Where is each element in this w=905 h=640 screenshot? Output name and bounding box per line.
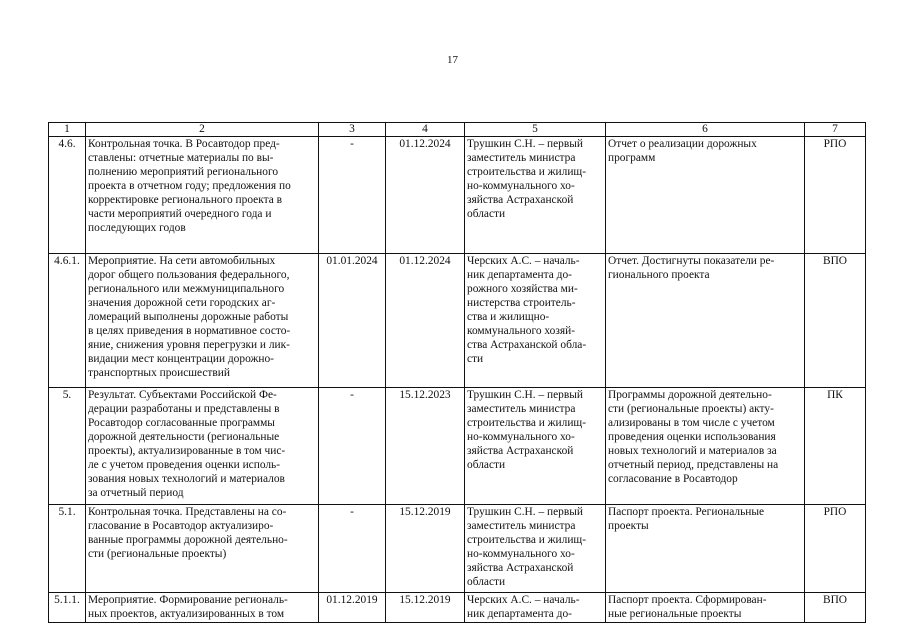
row-end-date: 15.12.2023 [386, 388, 465, 505]
row-end-date: 01.12.2024 [386, 254, 465, 388]
row-responsible: Черских А.С. – началь- ник департамента до- [465, 593, 606, 623]
table-row [49, 254, 866, 388]
column-header: 3 [319, 123, 386, 137]
row-number: 4.6. [49, 137, 86, 254]
row-description: Результат. Субъектами Российской Фе- дерации разработаны и представлены в Росавтодор согласованные программы дорожной деятельности (региональные проекты), актуализированные в том чис- ле с учетом проведения оценки исполь- зования новых технологий и материалов за отчетный период [86, 388, 319, 505]
table-row [49, 388, 866, 505]
row-start-date: 01.01.2024 [319, 254, 386, 388]
row-level: ПК [805, 388, 866, 505]
row-description: Мероприятие. На сети автомобильных дорог общего пользования федерального, регионального или межмуниципального значения дорожной сети городских аг- ломераций выполнены дорожные работы в целях приведения в нормативное состо- яние, снижения уровня перегрузки и лик- видации мест концентрации дорожно- транспортных происшествий [86, 254, 319, 388]
row-result: Отчет о реализации дорожных программ [606, 137, 805, 254]
column-header: 1 [49, 123, 86, 137]
row-responsible: Трушкин С.Н. – первый заместитель министра строительства и жилищ- но-коммунального хо- зяйства Астраханской области [465, 137, 606, 254]
column-header: 4 [386, 123, 465, 137]
row-start-date: - [319, 137, 386, 254]
row-end-date: 01.12.2024 [386, 137, 465, 254]
row-end-date: 15.12.2019 [386, 593, 465, 623]
row-number: 5. [49, 388, 86, 505]
row-result: Паспорт проекта. Сформирован- ные региональные проекты [606, 593, 805, 623]
row-start-date: - [319, 505, 386, 593]
row-number: 4.6.1. [49, 254, 86, 388]
table-row [49, 593, 866, 623]
table-row [49, 137, 866, 254]
row-description: Контрольная точка. В Росавтодор пред- ставлены: отчетные материалы по вы- полнению мероприятий регионального проекта в отчетном году; предложения по корректировке регионального проекта в части мероприятий очередного года и последующих годов [86, 137, 319, 254]
row-result: Паспорт проекта. Региональные проекты [606, 505, 805, 593]
row-responsible: Черских А.С. – началь- ник департамента до- рожного хозяйства ми- нистерства строитель- ства и жилищно- коммунального хозяй- ства Астраханской обла- сти [465, 254, 606, 388]
row-description: Мероприятие. Формирование региональ- ных проектов, актуализированных в том [86, 593, 319, 623]
row-start-date: - [319, 388, 386, 505]
row-number: 5.1. [49, 505, 86, 593]
row-description: Контрольная точка. Представлены на со- гласование в Росавтодор актуализиро- ванные программы дорожной деятельно- сти (региональные проекты) [86, 505, 319, 593]
table-header-row [49, 123, 866, 137]
row-number: 5.1.1. [49, 593, 86, 623]
row-start-date: 01.12.2019 [319, 593, 386, 623]
column-header: 5 [465, 123, 606, 137]
page-number: 17 [447, 54, 458, 66]
row-level: РПО [805, 137, 866, 254]
row-responsible: Трушкин С.Н. – первый заместитель министра строительства и жилищ- но-коммунального хо- зяйства Астраханской области [465, 505, 606, 593]
table-row [49, 505, 866, 593]
row-level: ВПО [805, 254, 866, 388]
column-header: 7 [805, 123, 866, 137]
row-level: РПО [805, 505, 866, 593]
row-responsible: Трушкин С.Н. – первый заместитель министра строительства и жилищ- но-коммунального хо- зяйства Астраханской области [465, 388, 606, 505]
row-level: ВПО [805, 593, 866, 623]
row-end-date: 15.12.2019 [386, 505, 465, 593]
column-header: 2 [86, 123, 319, 137]
project-plan-table [48, 122, 866, 623]
row-result: Программы дорожной деятельно- сти (региональные проекты) акту- ализированы в том числе с учетом проведения оценки использования новых технологий и материалов за отчетный период, представлены на согласование в Росавтодор [606, 388, 805, 505]
column-header: 6 [606, 123, 805, 137]
row-result: Отчет. Достигнуты показатели ре- гионального проекта [606, 254, 805, 388]
